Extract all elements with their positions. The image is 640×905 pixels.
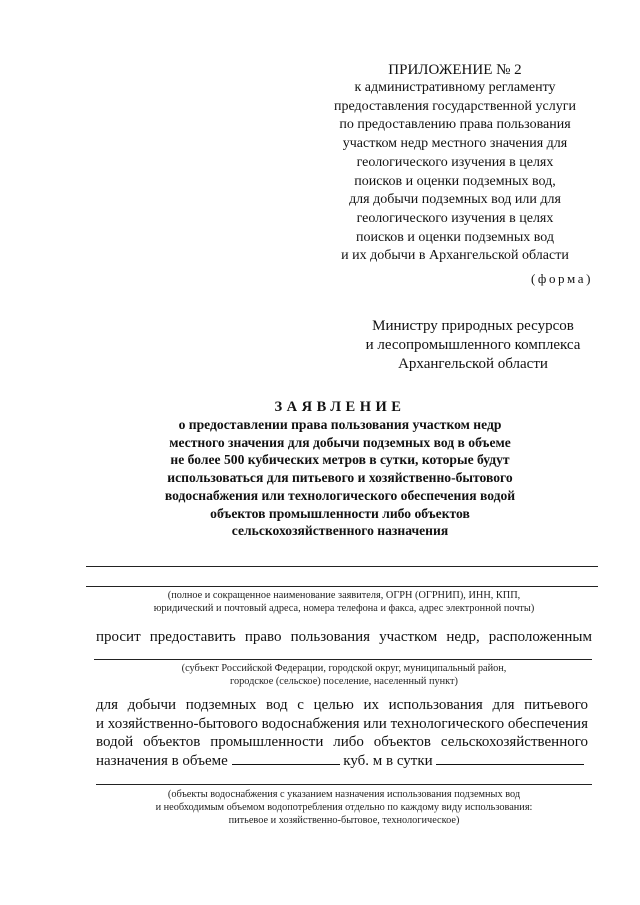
annex-header <box>300 61 610 266</box>
applicant-hint <box>96 589 592 615</box>
annex-line: поисков и оценки подземных вод, <box>354 173 556 189</box>
addressee-line: Архангельской области <box>398 356 548 372</box>
statement-line: не более 500 кубических метров в сутки, которые будут <box>170 452 510 468</box>
annex-line: участком недр местного значения для <box>342 136 568 152</box>
purpose-paragraph <box>96 696 588 770</box>
annex-line: геологического изучения в целях <box>356 210 554 226</box>
statement-line: местного значения для добычи подземных вод в объеме <box>169 434 511 450</box>
statement-title <box>100 398 580 540</box>
objects-hint-line: питьевое и хозяйственно-бытовое, технологическое) <box>228 815 460 826</box>
annex-line: к административному регламенту <box>354 80 556 95</box>
location-field-line[interactable] <box>94 659 592 660</box>
location-hint-line: (субъект Российской Федерации, городской округ, муниципальный район, <box>181 663 507 674</box>
applicant-field-line[interactable] <box>86 586 598 587</box>
statement-heading: ЗАЯВЛЕНИЕ <box>274 399 406 415</box>
objects-hint <box>96 788 592 827</box>
applicant-hint-line: юридический и почтовый адреса, номера телефона и факса, адрес электронной почты) <box>153 603 535 614</box>
form-label: (форма) <box>531 271 593 286</box>
location-hint-line: городское (сельское) поселение, населенный пункт) <box>230 676 458 687</box>
location-hint <box>96 662 592 688</box>
annex-line: по предоставлению права пользования <box>339 117 571 133</box>
objects-field-line[interactable] <box>96 784 592 785</box>
purpose-line: водой объектов промышленности либо объектов сельскохозяйственного <box>96 734 588 750</box>
request-text: просит предоставить право пользования участком недр, расположенным <box>96 629 592 645</box>
purpose-line: и хозяйственно-бытового водоснабжения или технологического обеспечения <box>96 715 588 732</box>
volume-line <box>96 752 588 771</box>
statement-line: использоваться для питьевого и хозяйственно-бытового <box>167 470 513 486</box>
volume-field[interactable] <box>232 752 340 765</box>
statement-line: водоснабжения или технологического обеспечения водой <box>164 487 516 503</box>
objects-hint-line: и необходимым объемом водопотребления отдельно по каждому виду использования: <box>155 802 533 813</box>
addressee-line: и лесопромышленного комплекса <box>365 337 581 353</box>
volume-extra-field[interactable] <box>436 752 584 765</box>
applicant-field-line[interactable] <box>86 566 598 567</box>
annex-line: для добычи подземных вод или для <box>349 192 561 208</box>
volume-prefix: назначения в объеме <box>96 752 228 769</box>
annex-line: предоставления государственной услуги <box>334 98 576 114</box>
statement-line: сельскохозяйственного назначения <box>231 523 449 539</box>
volume-unit: куб. м в сутки <box>343 752 433 769</box>
annex-line: поисков и оценки подземных вод <box>355 229 554 245</box>
objects-hint-line: (объекты водоснабжения с указанием назначения использования подземных вод <box>167 789 521 800</box>
annex-line: геологического изучения в целях <box>356 154 554 170</box>
annex-line: и их добычи в Архангельской области <box>341 248 569 264</box>
statement-line: о предоставлении права пользования участком недр <box>178 417 502 432</box>
annex-title: ПРИЛОЖЕНИЕ № 2 <box>388 62 522 78</box>
addressee-block <box>340 317 606 374</box>
purpose-line: для добычи подземных вод с целью их использования для питьевого <box>96 697 588 713</box>
statement-line: объектов промышленности либо объектов <box>210 505 470 521</box>
addressee-line: Министру природных ресурсов <box>372 318 574 334</box>
applicant-hint-line: (полное и сокращенное наименование заявителя, ОГРН (ОГРНИП), ИНН, КПП, <box>167 590 521 601</box>
